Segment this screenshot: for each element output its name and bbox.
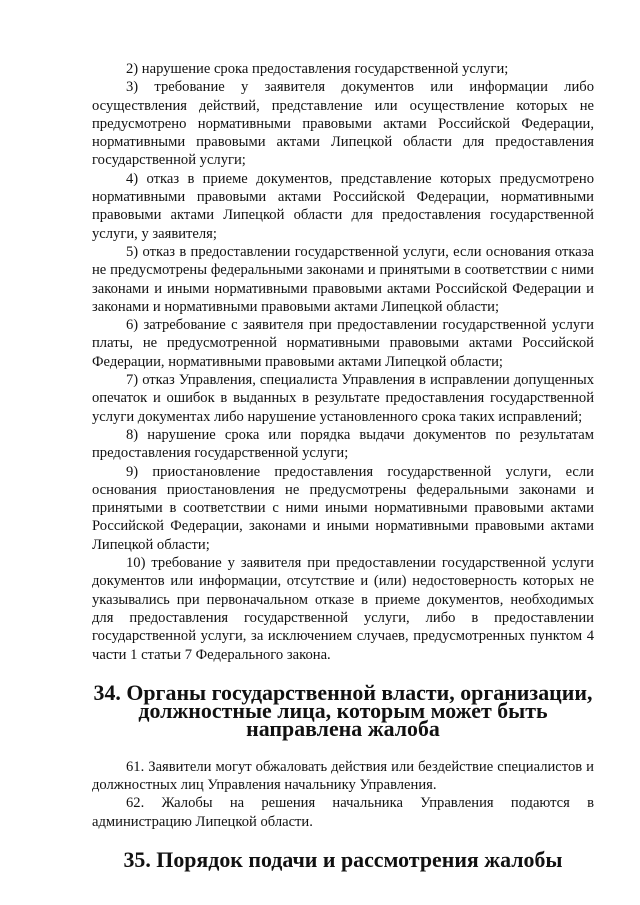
list-item: 4) отказ в приеме документов, представление которых предусмотрено нормативными правовыми актами Российской Федерации, нормативными правовыми актами Липецкой области для предоставления государственной услуги, у заявителя;	[92, 170, 594, 242]
list-item: 10) требование у заявителя при предоставлении государственной услуги документов или информации, отсутствие и (или) недостоверность которых не указывались при первоначальном отказе в приеме документов, необходимых для предоставления государственной услуги, либо в предоставлении государственной услуги, за исключением случаев, предусмотренных пунктом 4 части 1 статьи 7 Федерального закона.	[92, 555, 594, 663]
list-item: 7) отказ Управления, специалиста Управления в исправлении допущенных опечаток и ошибок в выданных в результате предоставления государственной услуги документах либо нарушение установленного срока таких исправлений;	[92, 372, 594, 425]
list-item: 8) нарушение срока или порядка выдачи документов по результатам предоставления государственной услуги;	[92, 426, 594, 462]
list-item: 5) отказ в предоставлении государственной услуги, если основания отказа не предусмотрены федеральными законами и принятыми в соответствии с ними законами и иными нормативными правовыми актами Российской Федерации и законами и нормативными правовыми актами Липецкой области;	[92, 243, 594, 315]
paragraph-61: 61. Заявители могут обжаловать действия или бездействие специалистов и должностных лиц Управления начальнику Управления.	[92, 758, 594, 793]
complaint-grounds-list	[92, 60, 594, 664]
section-35-title: 35. Порядок подачи и рассмотрения жалобы	[123, 846, 563, 872]
list-item: 2) нарушение срока предоставления государственной услуги;	[126, 61, 509, 77]
list-item: 9) приостановление предоставления государственной услуги, если основания приостановления не предусмотрены федеральными законами и принятыми в соответствии с ними иными нормативными правовыми актами Российской Федерации, законами и иными нормативными правовыми актами Липецкой области;	[92, 463, 594, 553]
section-34-body	[92, 758, 594, 831]
list-item: 6) затребование с заявителя при предоставлении государственной услуги платы, не предусмотренной нормативными правовыми актами Российской Федерации, нормативными правовыми актами Липецкой области;	[92, 317, 594, 370]
list-item: 3) требование у заявителя документов или информации либо осуществления действий, представление или осуществление которых не предусмотрено нормативными правовыми актами Российской Федерации, нормативными правовыми актами Липецкой области для предоставления государственной услуги;	[92, 79, 594, 169]
paragraph-62: 62. Жалобы на решения начальника Управления подаются в администрацию Липецкой области.	[92, 795, 594, 830]
document-page	[92, 60, 594, 872]
section-34-title: 34. Органы государственной власти, организации, должностные лица, которым может быть направлена жалоба	[93, 679, 593, 742]
